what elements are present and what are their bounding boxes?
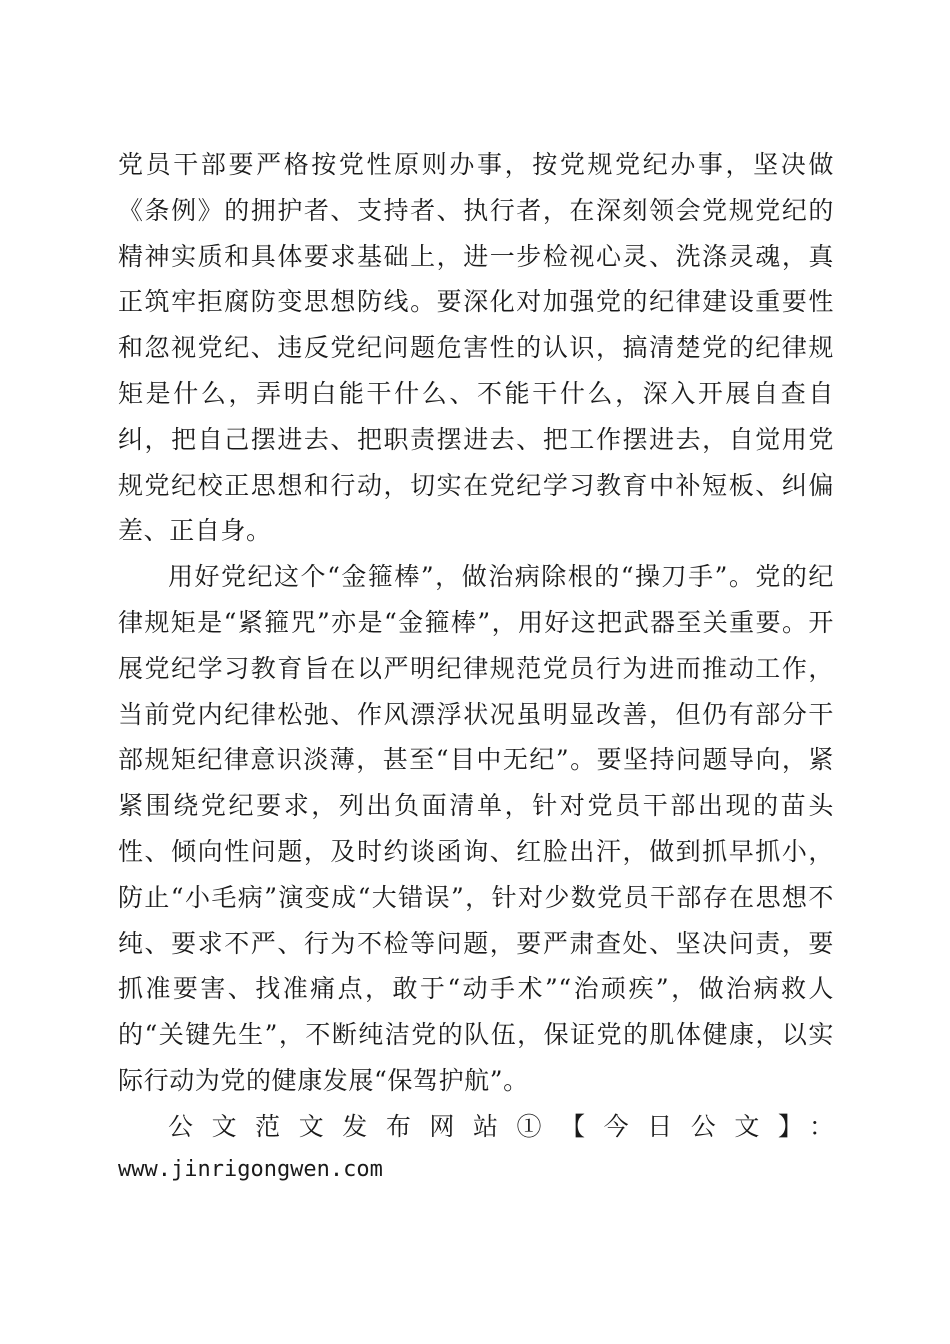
document-body: [118, 142, 834, 1190]
paragraph-jingubang: 用好党纪这个“金箍棒”，做治病除根的“操刀手”。党的纪律规矩是“紧箍咒”亦是“金箍棒”，用好这把武器至关重要。开展党纪学习教育旨在以严明纪律规范党员行为进而推动工作，当前党内纪律松弛、作风漂浮状况虽明显改善，但仍有部分干部规矩纪律意识淡薄，甚至“目中无纪”。要坚持问题导向，紧紧围绕党纪要求，列出负面清单，针对党员干部出现的苗头性、倾向性问题，及时约谈函询、红脸出汗，做到抓早抓小，防止“小毛病”演变成“大错误”，针对少数党员干部存在思想不纯、要求不严、行为不检等问题，要严肃查处、坚决问责，要抓准要害、找准痛点，敢于“动手术”“治顽疾”，做治病救人的“关键先生”，不断纯洁党的队伍，保证党的肌体健康，以实际行动为党的健康发展“保驾护航”。: [118, 562, 834, 1095]
paragraph-continuation: 党员干部要严格按党性原则办事，按党规党纪办事，坚决做《条例》的拥护者、支持者、执行者，在深刻领会党规党纪的精神实质和具体要求基础上，进一步检视心灵、洗涤灵魂，真正筑牢拒腐防变思想防线。要深化对加强党的纪律建设重要性和忽视党纪、违反党纪问题危害性的认识，搞清楚党的纪律规矩是什么，弄明白能干什么、不能干什么，深入开展自查自纠，把自己摆进去、把职责摆进去、把工作摆进去，自觉用党规党纪校正思想和行动，切实在党纪学习教育中补短板、纠偏差、正自身。: [118, 150, 834, 546]
footer-site-label: 公文范文发布网站①【今日公文】：: [168, 1111, 834, 1141]
footer-site-url[interactable]: www.jinrigongwen.com: [118, 1156, 383, 1182]
